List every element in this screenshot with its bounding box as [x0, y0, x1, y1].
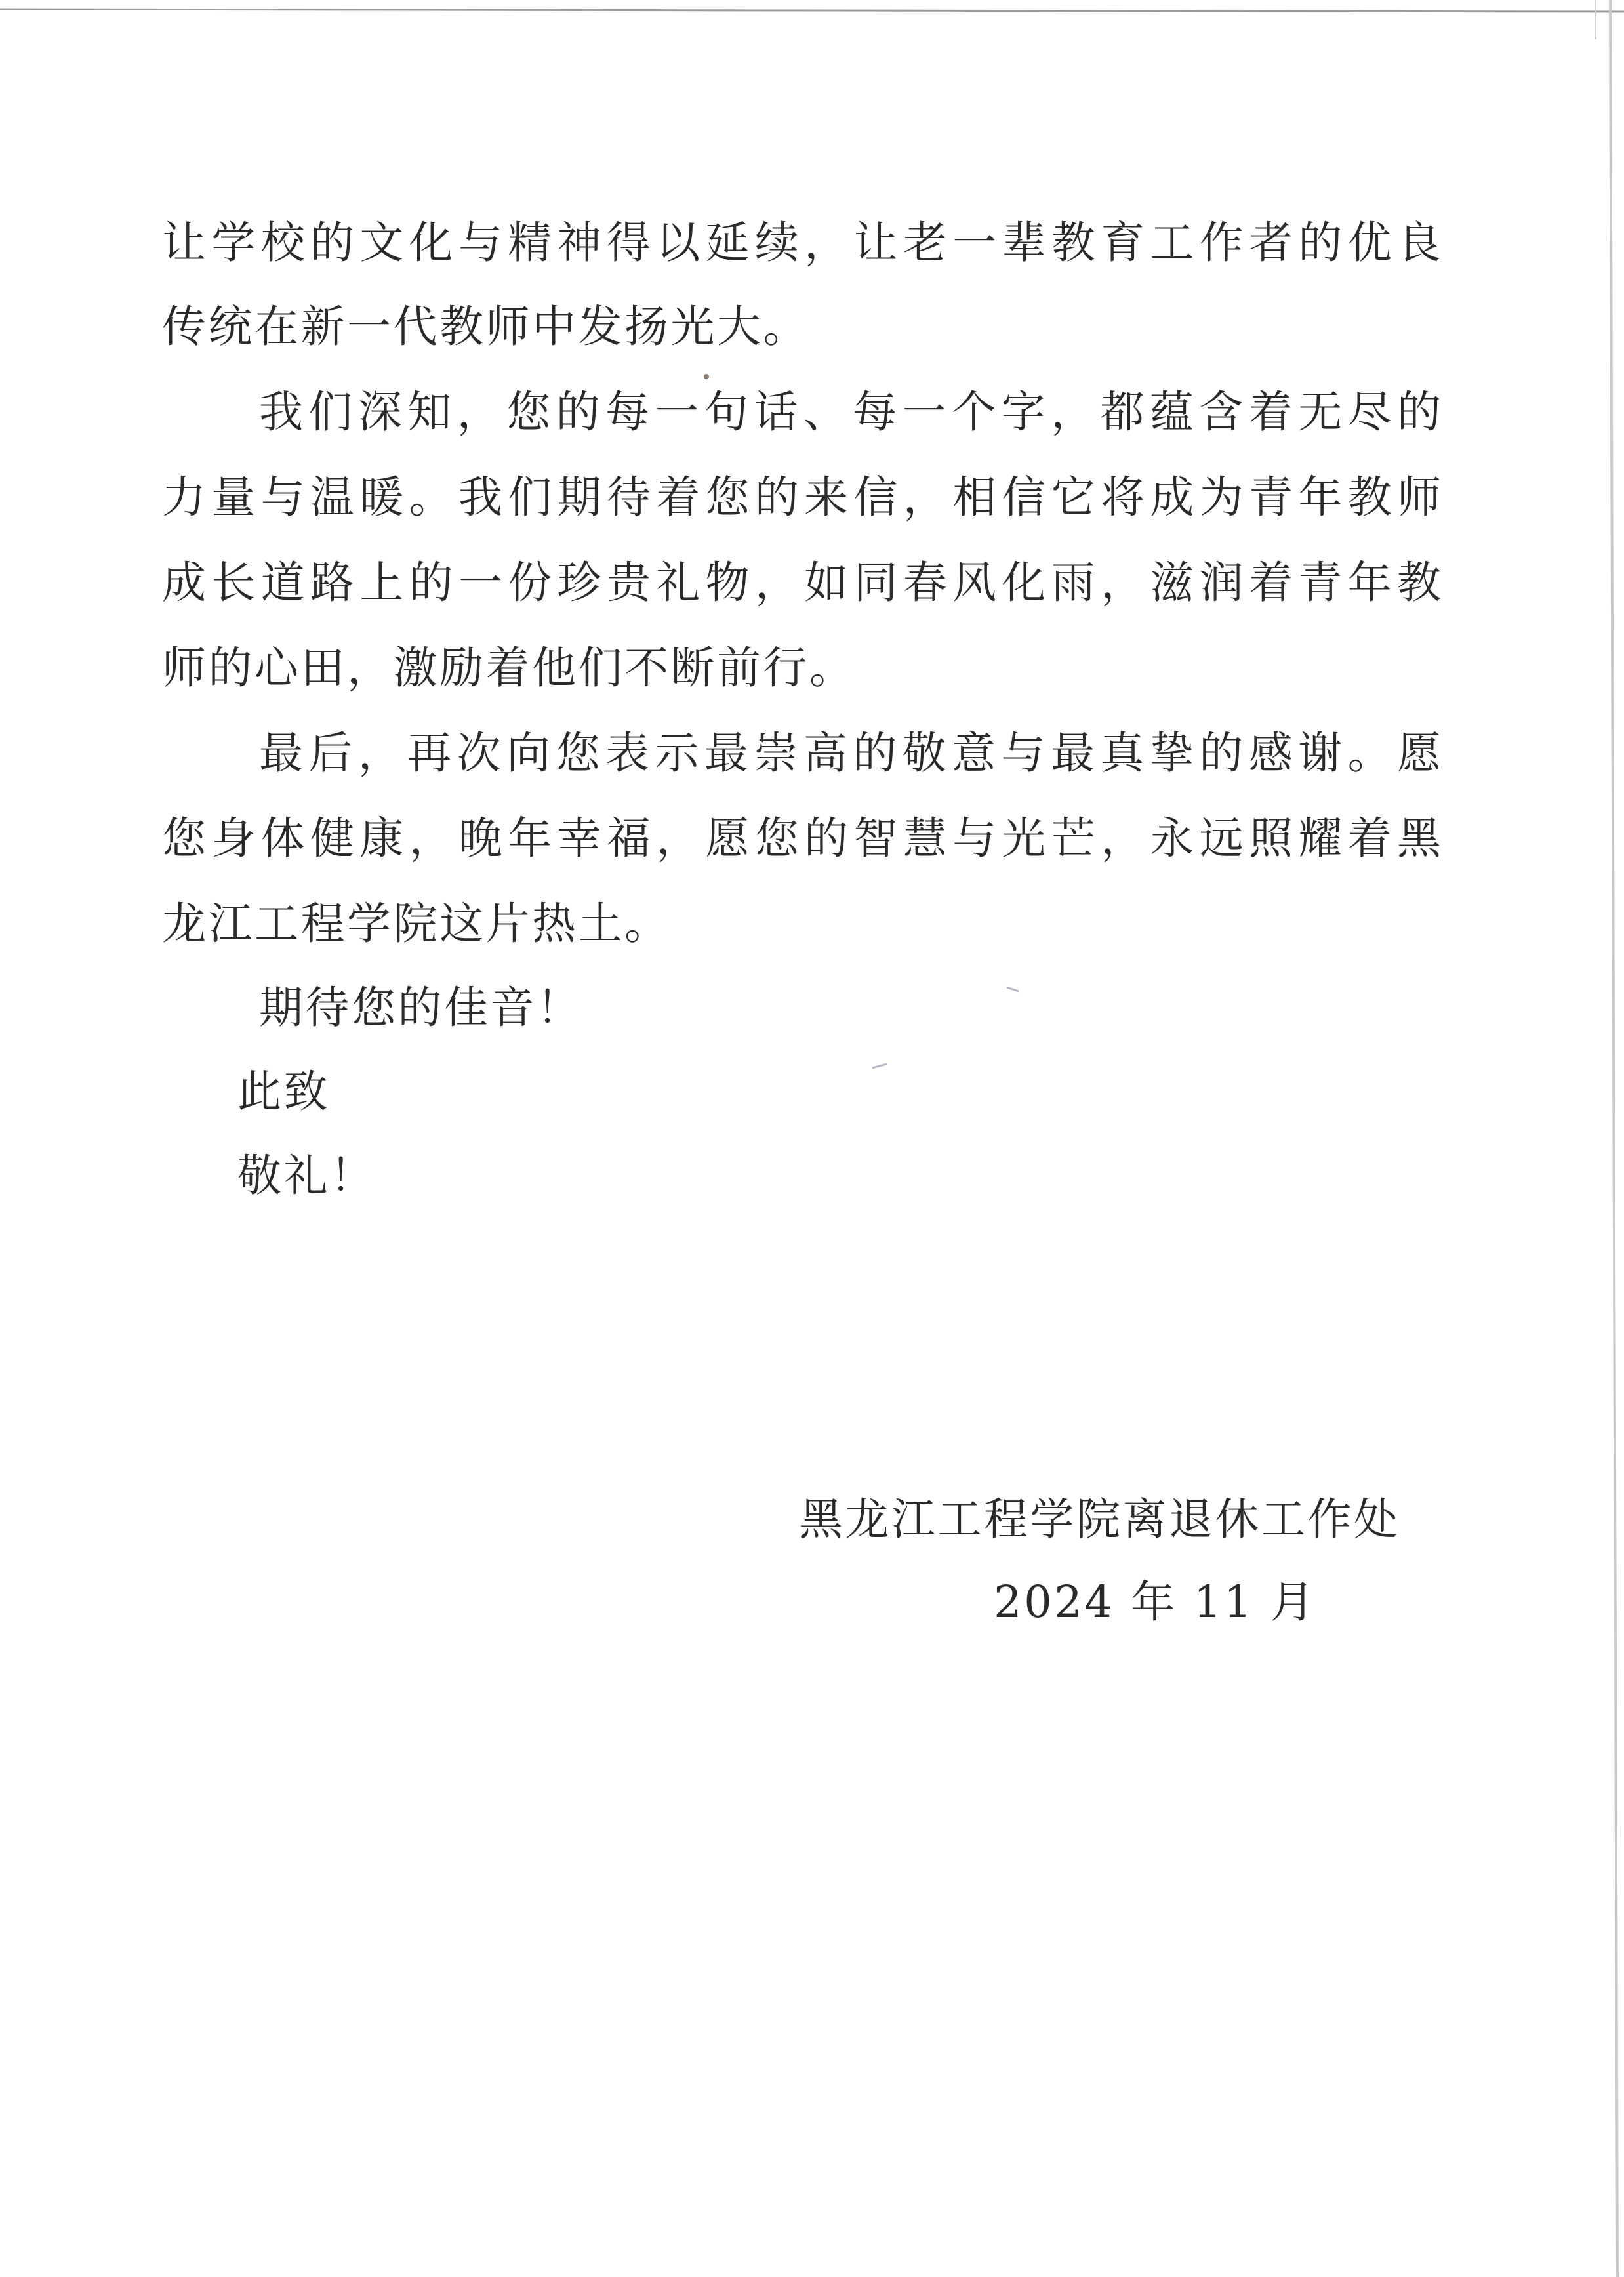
body-line-2: 传统在新一代教师中发扬光大。 — [162, 301, 809, 352]
body-line-4: 力量与温暖。我们期待着您的来信，相信它将成为青年教师 — [162, 472, 1441, 523]
body-line-8: 您身体健康，晚年幸福，愿您的智慧与光芒，永远照耀着黑 — [162, 813, 1441, 864]
closing-wish: 期待您的佳音！ — [259, 982, 583, 1033]
salutation-jing-li: 敬礼！ — [237, 1150, 376, 1201]
body-line-7: 最后，再次向您表示最崇高的敬意与最真挚的感谢。愿 — [259, 728, 1441, 779]
body-line-5: 成长道路上的一份珍贵礼物，如同春风化雨，滋润着青年教 — [162, 557, 1441, 608]
salutation-ci-zhi: 此致 — [237, 1066, 330, 1117]
signature-organization: 黑龙江工程学院离退休工作处 — [799, 1494, 1400, 1545]
body-line-6: 师的心田，激励着他们不断前行。 — [162, 642, 856, 693]
body-line-1: 让学校的文化与精神得以延续，让老一辈教育工作者的优良 — [162, 217, 1441, 268]
body-line-3: 我们深知，您的每一句话、每一个字，都蕴含着无尽的 — [259, 386, 1441, 438]
signature-date: 2024 年 11 月 — [994, 1576, 1317, 1628]
body-line-9: 龙江工程学院这片热土。 — [162, 898, 671, 949]
